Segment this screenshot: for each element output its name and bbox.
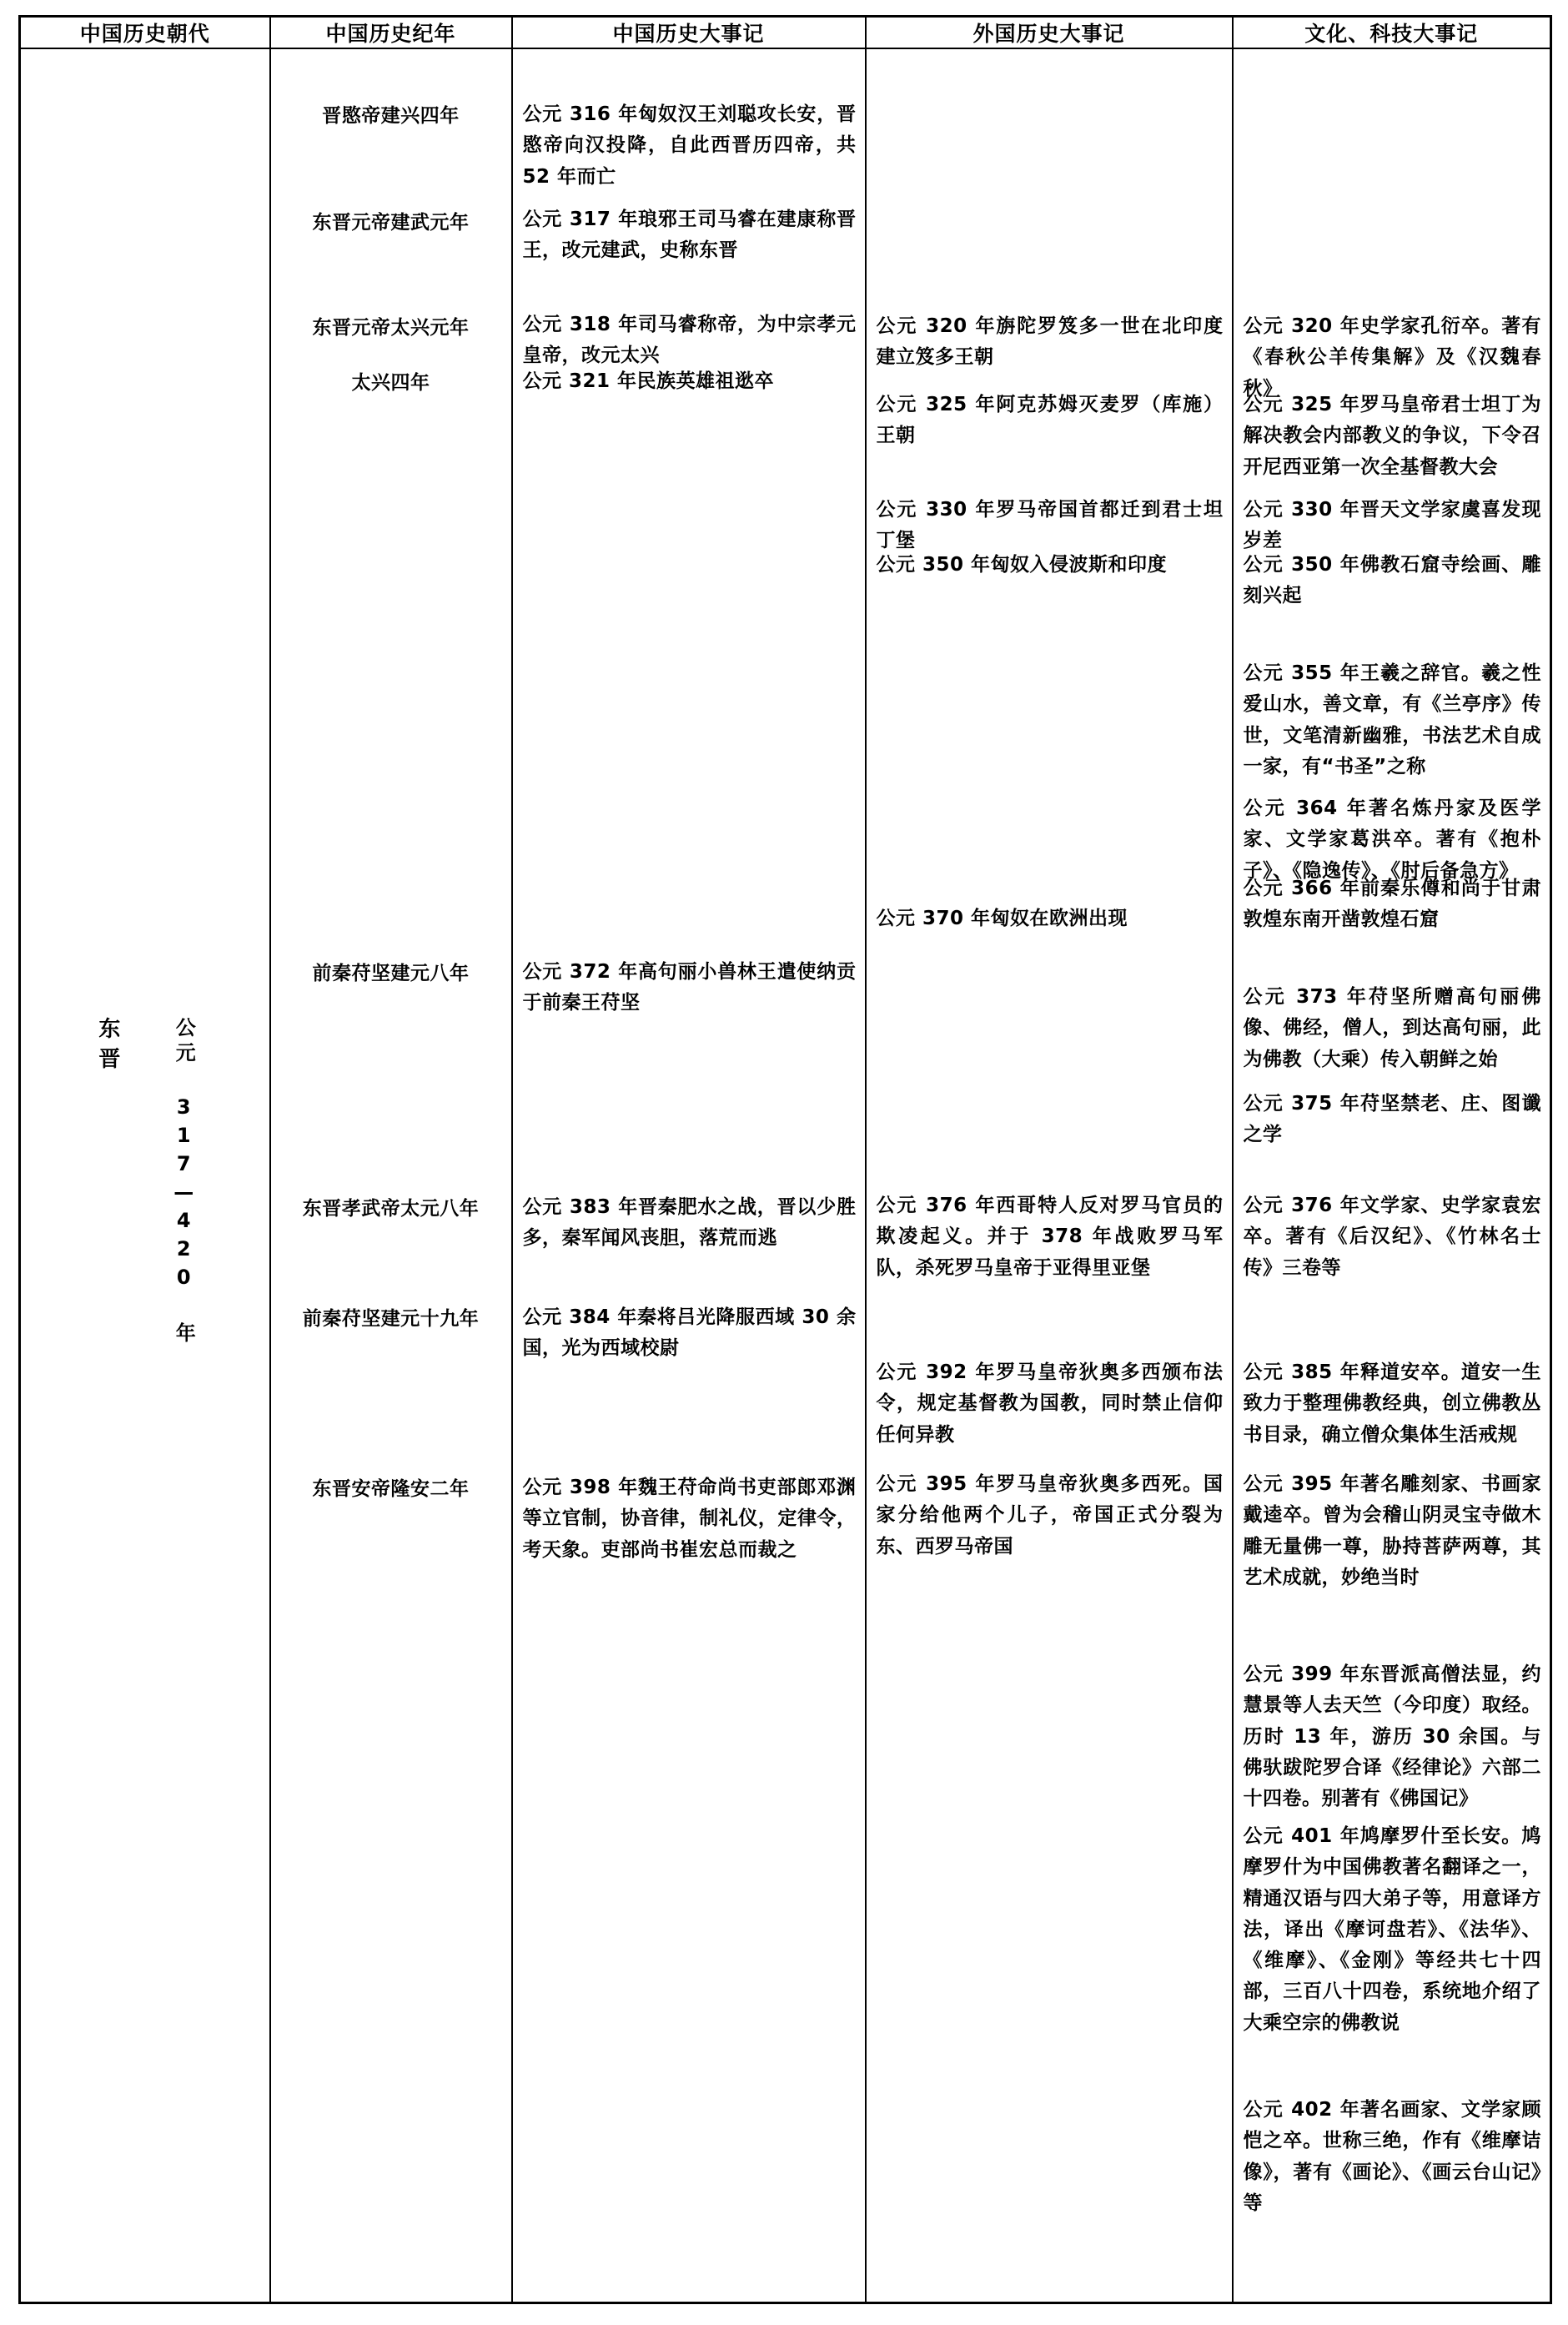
table-header-row	[20, 17, 1551, 49]
chronology-entry: 前秦苻坚建元八年	[312, 963, 470, 984]
china-event-entry: 公元 398 年魏王苻命尚书吏部郎邓渊等立官制，协音律，制礼仪，定律令，考天象。吏部尚书崔宏总而裁之	[522, 1477, 857, 1561]
chronology-entry: 东晋元帝建武元年	[312, 212, 470, 234]
column-header-chronology: 中国历史纪年	[270, 17, 512, 49]
chronology-entry: 太兴四年	[351, 372, 430, 394]
chronology-table	[18, 15, 1552, 2304]
culture-event-entry: 公元 399 年东晋派高僧法显，约慧景等人去天竺（今印度）取经。历时 13 年，游历 30 余国。与佛驮跋陀罗合译《经律论》六部二十四卷。别著有《佛国记》	[1243, 1663, 1541, 1809]
foreign-event-entries	[867, 49, 1232, 2302]
china-event-entry: 公元 321 年民族英雄祖逖卒	[522, 370, 775, 392]
culture-event-entry: 公元 350 年佛教石窟寺绘画、雕刻兴起	[1243, 554, 1541, 607]
table-body	[20, 48, 1551, 2303]
chronology-entries	[271, 49, 511, 2302]
china-events-cell	[512, 48, 866, 2303]
culture-event-entry: 公元 375 年苻坚禁老、庄、图谶之学	[1243, 1093, 1541, 1146]
culture-event-entry: 公元 364 年著名炼丹家及医学家、文学家葛洪卒。著有《抱朴子》、《隐逸传》、《肘后备急方》	[1243, 798, 1541, 882]
culture-events-cell	[1233, 48, 1551, 2303]
china-event-entry: 公元 384 年秦将吕光降服西域 30 余国，光为西域校尉	[522, 1306, 857, 1360]
china-event-entry: 公元 372 年高句丽小兽林王遣使纳贡于前秦王苻坚	[522, 961, 857, 1014]
chronology-entry: 东晋元帝太兴元年	[312, 317, 470, 339]
culture-event-entry: 公元 385 年释道安卒。道安一生致力于整理佛教经典，创立佛教丛书目录，确立僧众集体生活戒规	[1243, 1361, 1541, 1446]
table-row	[20, 48, 1551, 2303]
culture-event-entry: 公元 373 年苻坚所赠高句丽佛像、佛经，僧人，到达高句丽，此为佛教（大乘）传入朝鲜之始	[1243, 986, 1541, 1070]
dynasty-range: 公元 317—420 年	[172, 1017, 196, 1347]
china-event-entry: 公元 316 年匈奴汉王刘聪攻长安，晋愍帝向汉投降，自此西晋历四帝，共 52 年而亡	[522, 103, 857, 188]
chronology-entry: 前秦苻坚建元十九年	[302, 1308, 480, 1330]
foreign-event-entry: 公元 376 年西哥特人反对罗马官员的欺凌起义。并于 378 年战败罗马军队，杀死罗马皇帝于亚得里亚堡	[876, 1195, 1224, 1279]
chronology-entry: 晋愍帝建兴四年	[322, 105, 460, 127]
table-header	[20, 17, 1551, 49]
foreign-event-entry: 公元 320 年旃陀罗笈多一世在北印度建立笈多王朝	[876, 315, 1224, 369]
china-event-entry: 公元 383 年晋秦肥水之战，晋以少胜多，秦军闻风丧胆，落荒而逃	[522, 1196, 857, 1250]
column-header-china-events: 中国历史大事记	[512, 17, 866, 49]
china-event-entries	[513, 49, 865, 2302]
foreign-event-entry: 公元 370 年匈奴在欧洲出现	[876, 908, 1128, 929]
foreign-events-cell	[866, 48, 1233, 2303]
culture-event-entry: 公元 402 年著名画家、文学家顾恺之卒。世称三绝，作有《维摩诘像》，著有《画论》、《画云台山记》等	[1243, 2099, 1541, 2214]
culture-event-entry: 公元 330 年晋天文学家虞喜发现岁差	[1243, 499, 1541, 552]
column-header-foreign-events: 外国历史大事记	[866, 17, 1233, 49]
column-header-dynasty: 中国历史朝代	[20, 17, 270, 49]
culture-event-entry: 公元 376 年文学家、史学家袁宏卒。著有《后汉纪》、《竹林名士传》三卷等	[1243, 1195, 1541, 1279]
column-header-culture-events: 文化、科技大事记	[1233, 17, 1551, 49]
foreign-event-entry: 公元 395 年罗马皇帝狄奥多西死。国家分给他两个儿子，帝国正式分裂为东、西罗马帝国	[876, 1473, 1224, 1558]
chronology-entry: 东晋孝武帝太元八年	[302, 1198, 480, 1220]
culture-event-entry: 公元 395 年著名雕刻家、书画家戴逵卒。曾为会稽山阴灵宝寺做木雕无量佛一尊，胁持菩萨两尊，其艺术成就，妙绝当时	[1243, 1473, 1541, 1588]
chronology-entry: 东晋安帝隆安二年	[312, 1478, 470, 1500]
chronology-cell	[270, 48, 512, 2303]
china-event-entry: 公元 317 年琅邪王司马睿在建康称晋王，改元建武，史称东晋	[522, 209, 857, 262]
foreign-event-entry: 公元 330 年罗马帝国首都迁到君士坦丁堡	[876, 499, 1224, 552]
culture-event-entries	[1234, 49, 1550, 2302]
foreign-event-entry: 公元 392 年罗马皇帝狄奥多西颁布法令，规定基督教为国教，同时禁止信仰任何异教	[876, 1361, 1224, 1446]
foreign-event-entry: 公元 350 年匈奴入侵波斯和印度	[876, 554, 1168, 576]
dynasty-name: 东晋	[94, 1017, 120, 1077]
foreign-event-entry: 公元 325 年阿克苏姆灭麦罗（库施）王朝	[876, 394, 1224, 447]
culture-event-entry: 公元 355 年王羲之辞官。羲之性爱山水，善文章，有《兰亭序》传世，文笔清新幽雅，书法艺术自成一家，有“书圣”之称	[1243, 662, 1541, 778]
dynasty-cell	[20, 48, 270, 2303]
culture-event-entry: 公元 325 年罗马皇帝君士坦丁为解决教会内部教义的争议，下令召开尼西亚第一次全基督教大会	[1243, 394, 1541, 478]
culture-event-entry: 公元 401 年鸠摩罗什至长安。鸠摩罗什为中国佛教著名翻译之一，精通汉语与四大弟子等，用意译方法，译出《摩诃盘若》、《法华》、《维摩》、《金刚》等经共七十四部，三百八十四卷，系统地介绍了大乘空宗的佛教说	[1243, 1825, 1541, 2034]
culture-event-entry: 公元 366 年前秦乐僔和尚于甘肃敦煌东南开凿敦煌石窟	[1243, 878, 1541, 931]
culture-event-entry: 公元 320 年史学家孔衍卒。著有《春秋公羊传集解》及《汉魏春秋》	[1243, 315, 1541, 400]
china-event-entry: 公元 318 年司马睿称帝，为中宗孝元皇帝，改元太兴	[522, 314, 857, 367]
